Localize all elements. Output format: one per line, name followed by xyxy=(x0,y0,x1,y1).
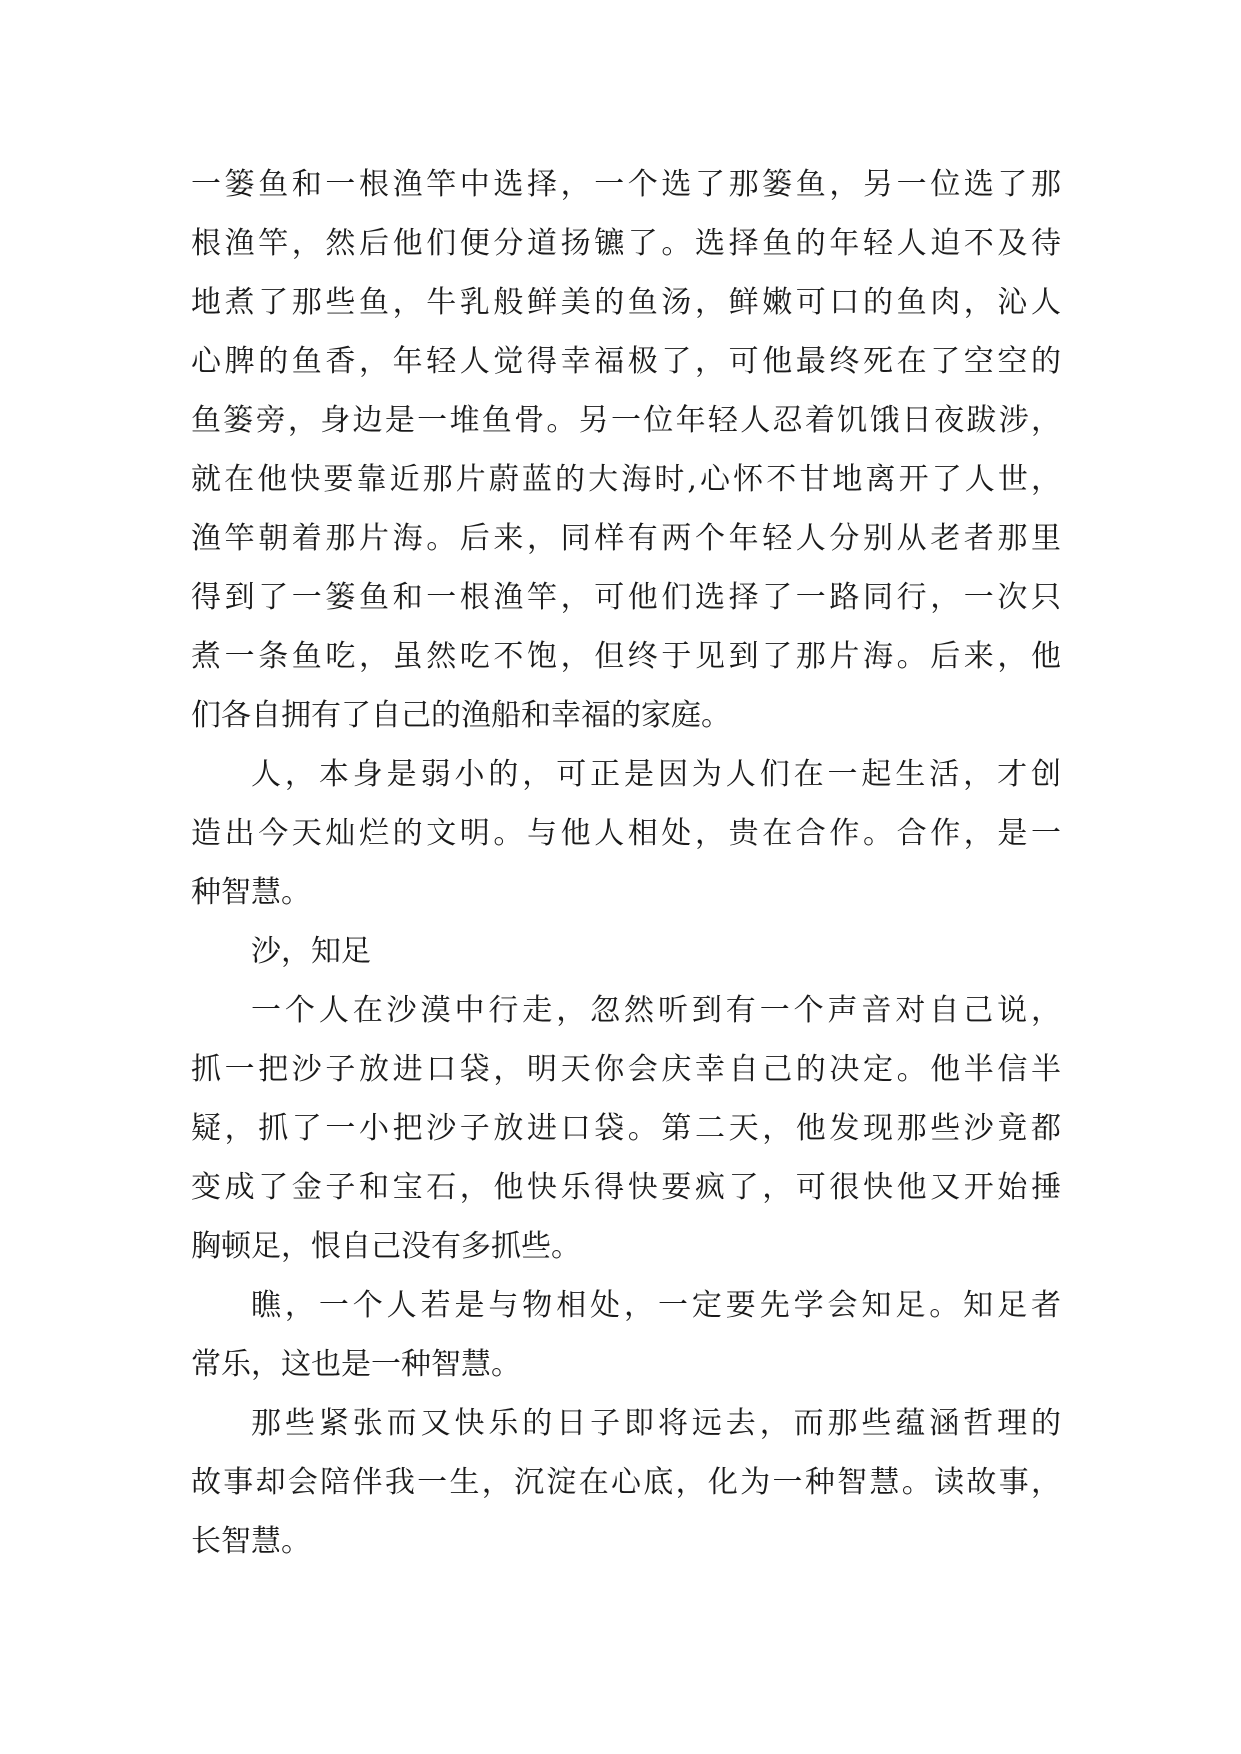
text-line: 造出今天灿烂的文明。与他人相处，贵在合作。合作，是一 xyxy=(191,816,1061,851)
text-line: 疑，抓了一小把沙子放进口袋。第二天，他发现那些沙竟都 xyxy=(191,1111,1061,1146)
text-line: 人，本身是弱小的，可正是因为人们在一起生活，才创 xyxy=(251,757,1061,792)
paragraph xyxy=(191,1276,1061,1394)
document-body xyxy=(191,155,1061,1571)
text-line: 沙，知足 xyxy=(251,934,371,969)
text-line: 那些紧张而又快乐的日子即将远去，而那些蕴涵哲理的 xyxy=(251,1406,1061,1441)
text-line: 地煮了那些鱼，牛乳般鲜美的鱼汤，鲜嫩可口的鱼肉，沁人 xyxy=(191,285,1061,320)
section-heading xyxy=(191,922,1061,981)
text-line: 常乐，这也是一种智慧。 xyxy=(191,1347,521,1382)
text-line: 一篓鱼和一根渔竿中选择，一个选了那篓鱼，另一位选了那 xyxy=(191,167,1061,202)
text-line: 长智慧。 xyxy=(191,1524,311,1559)
text-line: 就在他快要靠近那片蔚蓝的大海时,心怀不甘地离开了人世， xyxy=(191,462,1061,497)
text-line: 变成了金子和宝石，他快乐得快要疯了，可很快他又开始捶 xyxy=(191,1170,1061,1205)
text-line: 心脾的鱼香，年轻人觉得幸福极了，可他最终死在了空空的 xyxy=(191,344,1061,379)
paragraph xyxy=(191,981,1061,1276)
text-line: 鱼篓旁，身边是一堆鱼骨。另一位年轻人忍着饥饿日夜跋涉， xyxy=(191,403,1061,438)
text-line: 瞧，一个人若是与物相处，一定要先学会知足。知足者 xyxy=(251,1288,1061,1323)
text-line: 故事却会陪伴我一生，沉淀在心底，化为一种智慧。读故事， xyxy=(191,1465,1061,1500)
text-line: 胸顿足，恨自己没有多抓些。 xyxy=(191,1229,581,1264)
text-line: 得到了一篓鱼和一根渔竿，可他们选择了一路同行，一次只 xyxy=(191,580,1061,615)
paragraph xyxy=(191,155,1061,745)
text-line: 渔竿朝着那片海。后来，同样有两个年轻人分别从老者那里 xyxy=(191,521,1061,556)
text-line: 种智慧。 xyxy=(191,875,311,910)
paragraph xyxy=(191,745,1061,922)
paragraph xyxy=(191,1394,1061,1571)
text-line: 抓一把沙子放进口袋，明天你会庆幸自己的决定。他半信半 xyxy=(191,1052,1061,1087)
text-line: 根渔竿，然后他们便分道扬镳了。选择鱼的年轻人迫不及待 xyxy=(191,226,1061,261)
text-line: 们各自拥有了自己的渔船和幸福的家庭。 xyxy=(191,698,731,733)
text-line: 一个人在沙漠中行走，忽然听到有一个声音对自己说， xyxy=(251,993,1061,1028)
text-line: 煮一条鱼吃，虽然吃不饱，但终于见到了那片海。后来，他 xyxy=(191,639,1061,674)
